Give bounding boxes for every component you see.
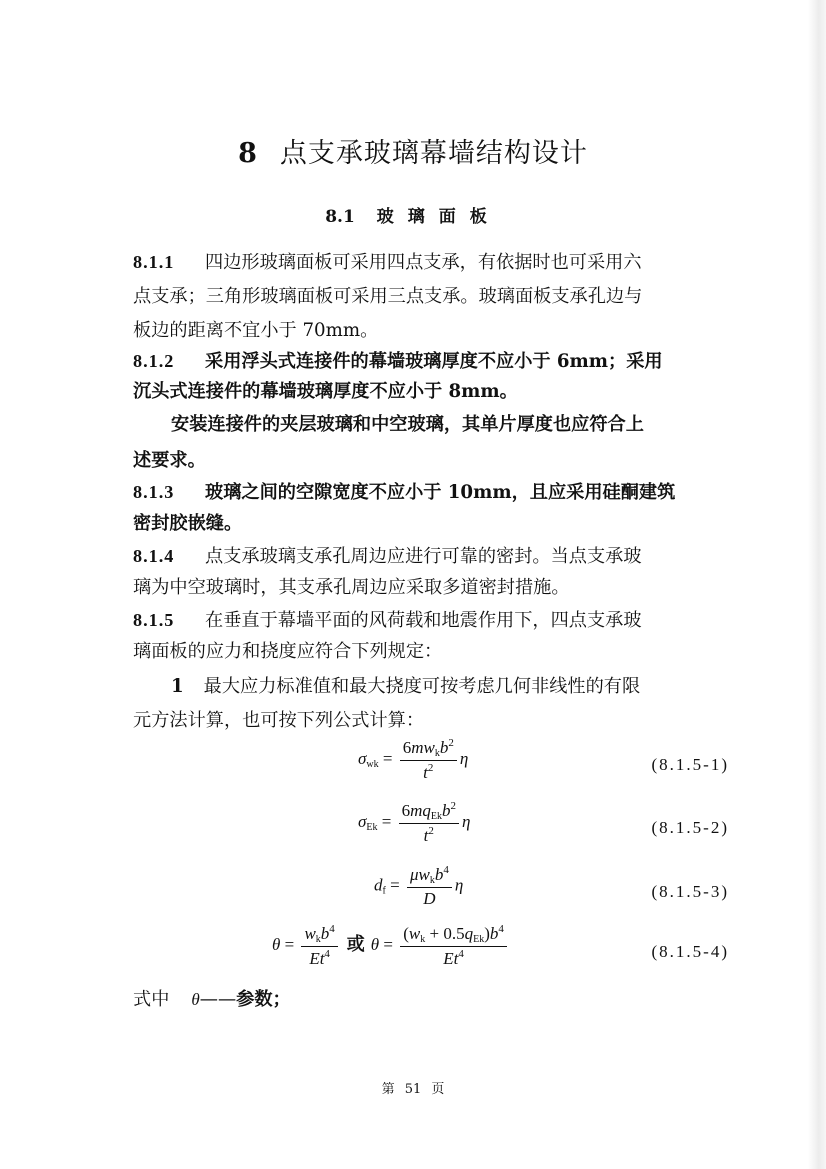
- equation-number: (8.1.5-1): [651, 755, 729, 774]
- section-number: 8.1: [325, 207, 355, 227]
- clause-8-1-1: [133, 247, 642, 277]
- equation-number: (8.1.5-4): [651, 942, 729, 961]
- clause-text-line: 璃面板的应力和挠度应符合下列规定：: [133, 641, 443, 662]
- clause-number: 8.1.2: [133, 351, 175, 371]
- clause-text: 在垂直于幕墙平面的风荷载和地震作用下，四点支承玻: [205, 610, 642, 631]
- fraction: $\frac{w_kb^4}{Et^4}$: [301, 923, 337, 969]
- clause-text-line: 沉头式连接件的幕墙玻璃厚度不应小于 8mm。: [133, 381, 518, 402]
- footer-prefix: 第: [381, 1082, 395, 1097]
- clause-text-line: 点支承；三角形玻璃面板可采用三点支承。玻璃面板支承孔边与: [133, 286, 643, 307]
- equation-8-1-5-3: $d_f$ = $\frac{\mu w_kb^4}{D}$ η: [374, 864, 464, 908]
- clause-text-line: 璃为中空玻璃时，其支承孔周边应采取多道密封措施。: [133, 577, 570, 598]
- where-label: 式中: [133, 989, 170, 1010]
- clause-number: 8.1.5: [133, 610, 175, 630]
- clause-text-line: 板边的距离不宜小于 70mm。: [133, 320, 379, 341]
- chapter-title: 点支承玻璃幕墙结构设计: [279, 138, 588, 169]
- fraction: $\frac{\mu w_kb^4}{D}$: [407, 864, 452, 909]
- equation-8-1-5-1: $\sigma_{wk}$ = $\frac{6mw_kb^2}{t^2}$ η: [358, 737, 469, 782]
- equation-number: (8.1.5-3): [651, 882, 729, 901]
- where-symbol: θ: [191, 990, 200, 1009]
- section-heading: [0, 202, 826, 227]
- item-text-line: 元方法计算，也可按下列公式计算：: [133, 710, 425, 731]
- clause-number: 8.1.1: [133, 252, 175, 272]
- clause-8-1-5: [133, 605, 642, 635]
- clause-text-line: 密封胶嵌缝。: [133, 513, 243, 534]
- clause-number: 8.1.4: [133, 546, 175, 566]
- clause-text: 玻璃之间的空隙宽度不应小于 10mm，且应采用硅酮建筑: [205, 482, 676, 503]
- equation-number: (8.1.5-2): [651, 818, 729, 837]
- clause-8-1-2: [133, 346, 663, 376]
- where-desc: 参数；: [236, 989, 291, 1010]
- clause-8-1-3: [133, 477, 675, 507]
- equation-8-1-5-4: θ = $\frac{w_kb^4}{Et^4}$ 或 θ = $\frac{(w_k + 0.5q_{Ek})b^4}{Et^4}$: [272, 923, 510, 969]
- clause-text: 四边形玻璃面板可采用四点支承，有依据时也可采用六: [205, 252, 642, 273]
- section-title: 玻璃面板: [376, 207, 501, 227]
- page-number: 51: [404, 1082, 422, 1097]
- clause-text-line: 安装连接件的夹层玻璃和中空玻璃，其单片厚度也应符合上: [171, 414, 644, 435]
- clause-text: 点支承玻璃支承孔周边应进行可靠的密封。当点支承玻: [205, 546, 642, 567]
- fraction: $\frac{6mq_{Ek}b^2}{t^2}$: [399, 800, 459, 846]
- footer-suffix: 页: [431, 1082, 445, 1097]
- clause-text: 采用浮头式连接件的幕墙玻璃厚度不应小于 6mm；采用: [205, 351, 663, 372]
- page-footer: [0, 1078, 826, 1097]
- page-edge-shadow: [808, 0, 826, 1169]
- chapter-heading: [0, 131, 826, 170]
- clause-text-line: 述要求。: [133, 450, 206, 471]
- clause-number: 8.1.3: [133, 482, 175, 502]
- or-word: 或: [346, 933, 365, 955]
- where-dash: ——: [199, 989, 237, 1010]
- list-item-1: [171, 672, 640, 702]
- where-line: [133, 985, 291, 1015]
- equation-8-1-5-2: $\sigma_{Ek}$ = $\frac{6mq_{Ek}b^2}{t^2}$ η: [358, 800, 471, 845]
- item-text: 最大应力标准值和最大挠度可按考虑几何非线性的有限: [203, 676, 641, 697]
- fraction: $\frac{6mw_kb^2}{t^2}$: [400, 737, 457, 783]
- chapter-number: 8: [238, 138, 258, 169]
- fraction: $\frac{(w_k + 0.5q_{Ek})b^4}{Et^4}$: [400, 923, 507, 969]
- clause-8-1-4: [133, 541, 642, 571]
- item-number: 1: [171, 676, 184, 697]
